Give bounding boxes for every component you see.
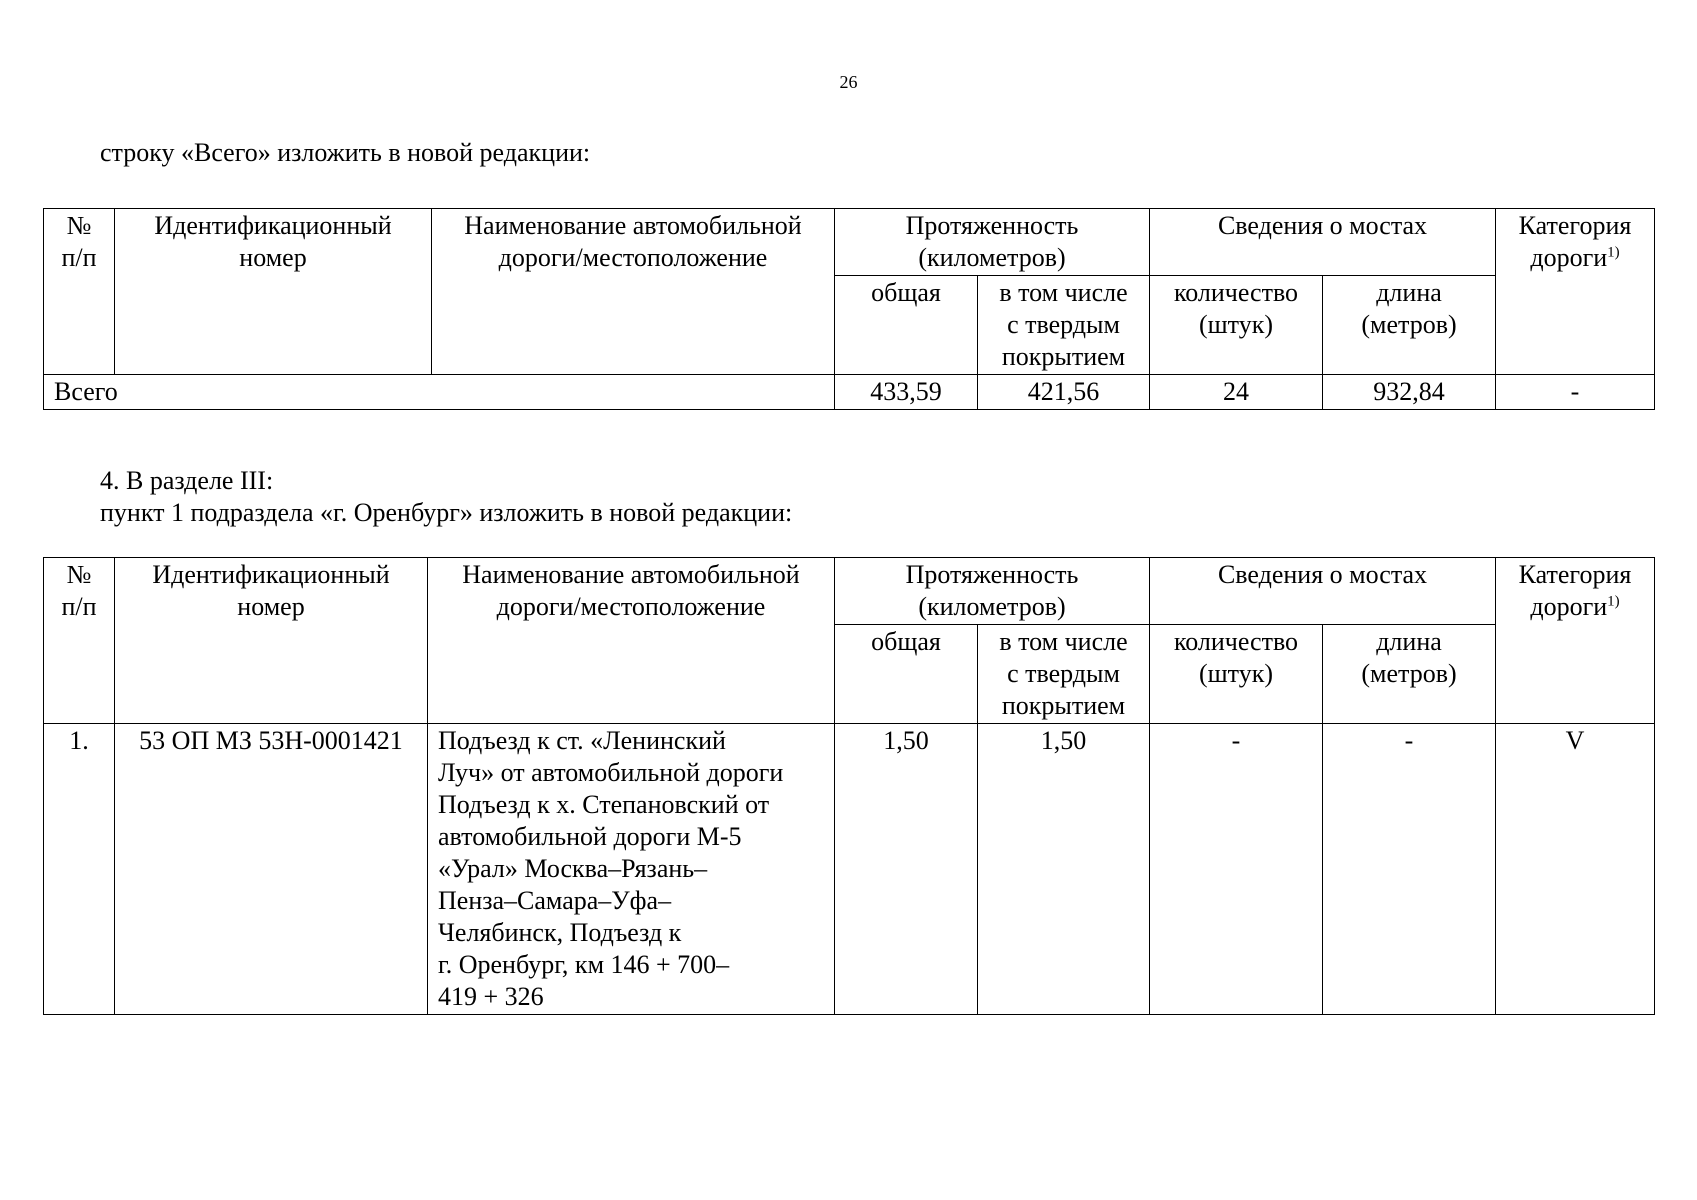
header-name-line: Наименование автомобильной — [464, 211, 802, 240]
header-bridge-length — [1323, 625, 1496, 724]
header-hard-surface — [978, 625, 1150, 724]
header-length-line: (километров) — [918, 243, 1066, 272]
header-count-line: количество — [1173, 278, 1299, 307]
header-num-line: № — [66, 211, 92, 240]
header-category — [1496, 209, 1655, 375]
road-id: 53 ОП МЗ 53Н-0001421 — [115, 724, 428, 1015]
header-count-line: (штук) — [1199, 310, 1273, 339]
total-hard-surface: 421,56 — [978, 375, 1150, 410]
header-total-km: общая — [835, 276, 978, 375]
header-name — [428, 558, 835, 724]
footnote-mark: 1) — [1607, 244, 1620, 261]
road-name-line: автомобильной дороги М-5 — [438, 822, 742, 851]
header-name-line: Наименование автомобильной — [462, 560, 800, 589]
header-category-line: Категория — [1518, 211, 1632, 240]
header-blen-line: (метров) — [1361, 659, 1457, 688]
header-length — [835, 209, 1150, 276]
header-category-line: Категория — [1518, 560, 1632, 589]
header-row — [44, 209, 1655, 276]
header-name-line: дороги/местоположение — [498, 243, 768, 272]
header-num-line: № — [66, 560, 92, 589]
header-num-line: п/п — [61, 592, 97, 621]
header-num — [44, 558, 115, 724]
header-name — [432, 209, 835, 375]
total-category: - — [1496, 375, 1655, 410]
road-hard-surface: 1,50 — [978, 724, 1150, 1015]
header-bridges: Сведения о мостах — [1150, 558, 1496, 625]
road-row — [44, 724, 1655, 1015]
road-name-line: Челябинск, Подъезд к — [438, 918, 682, 947]
header-blen-line: (метров) — [1361, 310, 1457, 339]
header-count-line: количество — [1173, 627, 1299, 656]
road-name-line: Пенза–Самара–Уфа– — [438, 886, 672, 915]
road-name-line: Луч» от автомобильной дороги — [438, 758, 784, 787]
header-num — [44, 209, 115, 375]
header-bridge-length — [1323, 276, 1496, 375]
road-num: 1. — [44, 724, 115, 1015]
header-id-line: Идентификационный — [152, 560, 390, 589]
total-bridge-count: 24 — [1150, 375, 1323, 410]
road-category: V — [1496, 724, 1655, 1015]
total-row — [44, 375, 1655, 410]
total-km: 433,59 — [835, 375, 978, 410]
intro-text: строку «Всего» изложить в новой редакции: — [100, 138, 591, 167]
section-heading: 4. В разделе III: — [100, 466, 274, 495]
header-hard-line: покрытием — [1001, 342, 1126, 371]
header-hard-line: с твердым — [1007, 659, 1120, 688]
road-name-line: г. Оренбург, км 146 + 700– — [438, 950, 730, 979]
header-blen-line: длина — [1376, 278, 1442, 307]
header-bridges: Сведения о мостах — [1150, 209, 1496, 276]
header-hard-line: покрытием — [1001, 691, 1126, 720]
header-category-line — [1500, 591, 1650, 623]
road-bridge-length: - — [1323, 724, 1496, 1015]
road-name-line: Подъезд к х. Степановский от — [438, 790, 770, 819]
road-name-line: Подъезд к ст. «Ленинский — [438, 726, 726, 755]
road-name-line: 419 + 326 — [438, 982, 544, 1011]
header-count-line: (штук) — [1199, 659, 1273, 688]
header-num-line: п/п — [61, 243, 97, 272]
header-category-word: дороги — [1530, 243, 1608, 272]
road-name — [428, 724, 835, 1015]
header-name-line: дороги/местоположение — [496, 592, 766, 621]
header-hard-surface — [978, 276, 1150, 375]
header-length-line: Протяженность — [905, 560, 1079, 589]
header-category-word: дороги — [1530, 592, 1608, 621]
header-id — [115, 209, 432, 375]
road-bridge-count: - — [1150, 724, 1323, 1015]
header-category-line — [1500, 242, 1650, 274]
footnote-mark: 1) — [1607, 593, 1620, 610]
page-number: 26 — [839, 72, 858, 92]
header-hard-line: с твердым — [1007, 310, 1120, 339]
header-length-line: Протяженность — [905, 211, 1079, 240]
header-bridge-count — [1150, 276, 1323, 375]
header-id-line: номер — [237, 592, 305, 621]
header-total-km: общая — [835, 625, 978, 724]
header-id-line: Идентификационный — [154, 211, 392, 240]
header-category — [1496, 558, 1655, 724]
header-blen-line: длина — [1376, 627, 1442, 656]
header-bridge-count — [1150, 625, 1323, 724]
total-bridge-length: 932,84 — [1323, 375, 1496, 410]
total-label: Всего — [44, 375, 835, 410]
header-row — [44, 558, 1655, 625]
section-text: пункт 1 подраздела «г. Оренбург» изложить в новой редакции: — [100, 498, 793, 527]
header-length-line: (километров) — [918, 592, 1066, 621]
header-id-line: номер — [239, 243, 307, 272]
header-hard-line: в том числе — [999, 627, 1128, 656]
header-length — [835, 558, 1150, 625]
road-table — [43, 557, 1655, 1015]
road-total-km: 1,50 — [835, 724, 978, 1015]
header-hard-line: в том числе — [999, 278, 1128, 307]
totals-table — [43, 208, 1655, 410]
road-name-line: «Урал» Москва–Рязань– — [438, 854, 708, 883]
header-id — [115, 558, 428, 724]
